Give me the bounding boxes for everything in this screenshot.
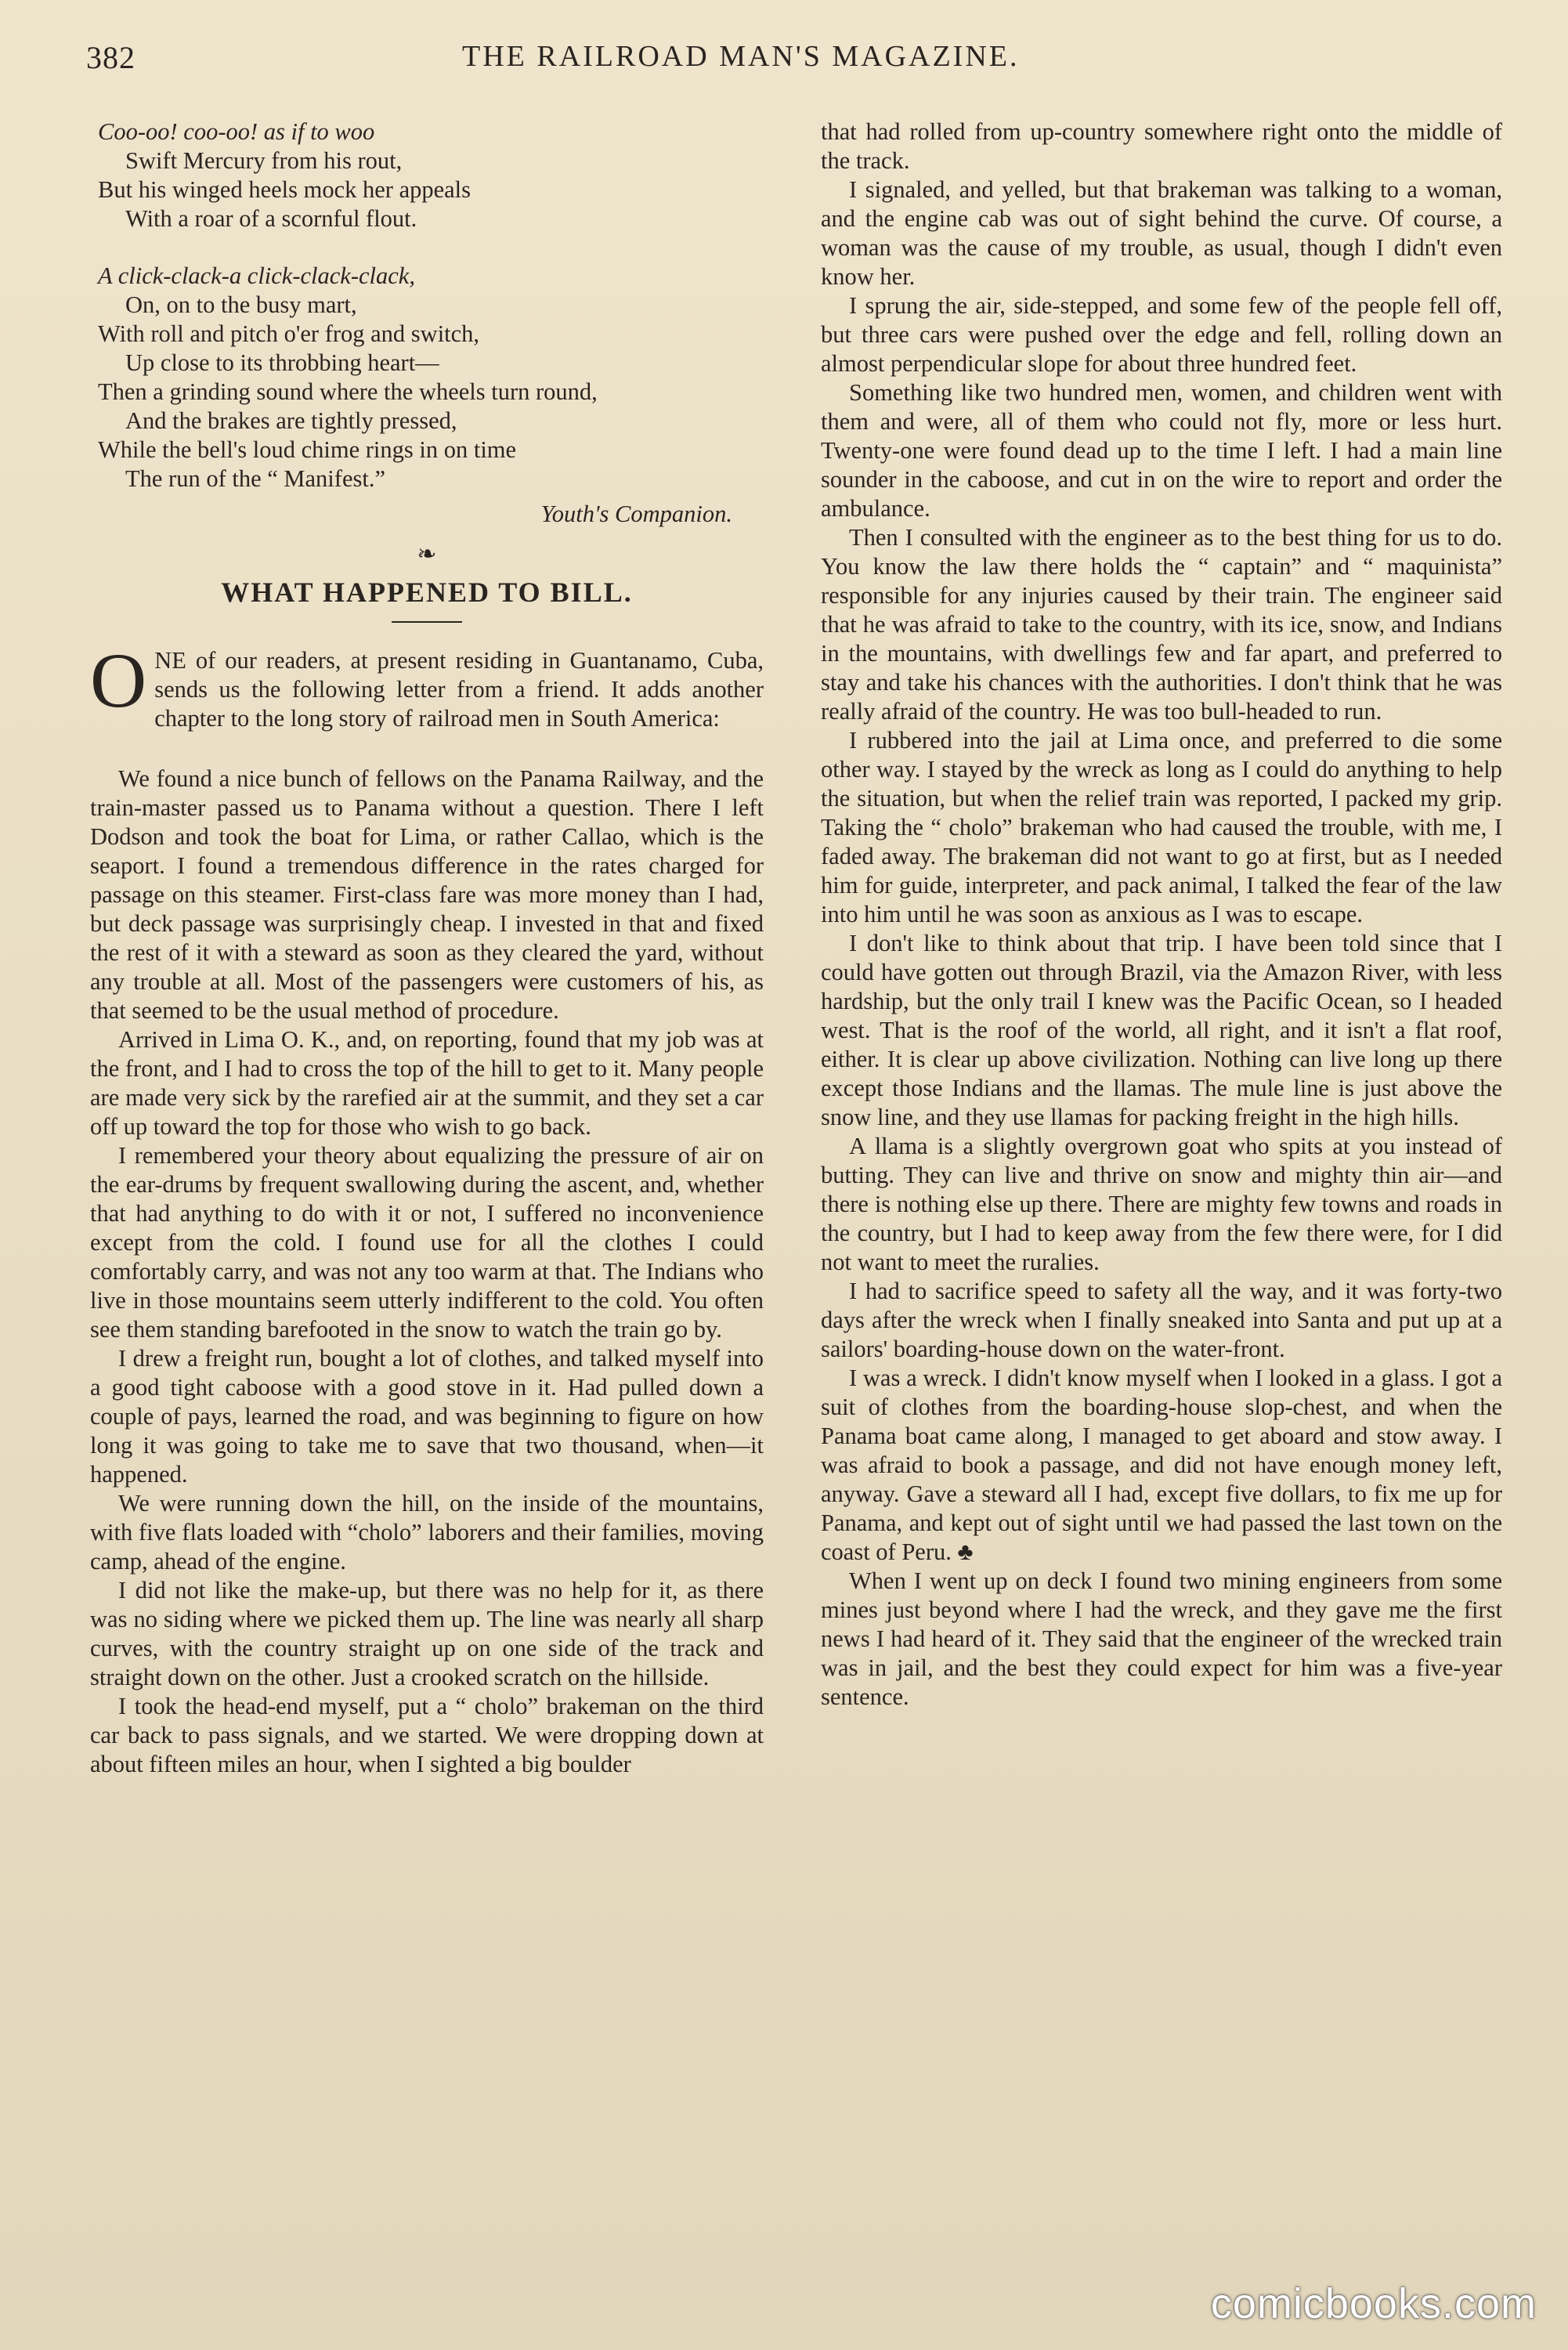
poem-stanza-1 xyxy=(90,118,764,233)
poem-line: Swift Mercury from his rout, xyxy=(125,147,403,174)
article-paragraph: I sprung the air, side-stepped, and some few of the people fell off, but three cars were pushed over the edge and fell, rolling down an almost perpendicular slope for about three hundred feet. xyxy=(821,292,1502,377)
poem-line: Up close to its throbbing heart— xyxy=(125,349,439,376)
article-paragraph: I drew a freight run, bought a lot of clothes, and talked myself into a good tight caboose with a good stove in it. Had pulled down a couple of pays, learned the road, and was beginning to figure on how long it was going to take me to save that two thousand, when—it happened. xyxy=(90,1345,764,1488)
article-paragraph: that had rolled from up-country somewhere right onto the middle of the track. xyxy=(821,118,1502,174)
article-paragraph: I was a wreck. I didn't know myself when I looked in a glass. I got a suit of clothes from the boarding-house slop-chest, and when the Panama boat came along, I managed to get aboard and stow away. I was afraid to book a passage, and did not have enough money left, anyway. Gave a steward all I had, except five dollars, to fix me up for Panama, and kept out of sight until we had passed the last town on the coast of Peru. ♣ xyxy=(821,1365,1502,1565)
site-watermark: comicbooks.com xyxy=(1210,2280,1537,2327)
article-paragraph: I remembered your theory about equalizing the pressure of air on the ear-drums by frequent swallowing during the ascent, and, whether that had anything to do with it or not, I suffered no inconvenience except from the cold. I found use for all the clothes I could comfortably carry, and was not any too warm at that. The Indians who live in those mountains seem utterly indifferent to the cold. You often see them standing barefooted in the snow to watch the train go by. xyxy=(90,1142,764,1343)
article-paragraph: A llama is a slightly overgrown goat who spits at you instead of butting. They can live and thrive on snow and mighty thin air—and there is nothing else up there. There are mighty few towns and roads in the country, but I had to keep away from the few there were, for I did not want to meet the ruralies. xyxy=(821,1133,1502,1275)
intro-text: NE of our readers, at present residing in Guantanamo, Cuba, sends us the following letter from a friend. It adds another chapter to the long story of railroad men in South America: xyxy=(154,647,764,732)
article-paragraph: We found a nice bunch of fellows on the Panama Railway, and the train-master passed us to Panama without a question. There I left Dodson and took the boat for Lima, or rather Callao, which is the seaport. I found a tremendous difference in the rates charged for passage on this steamer. First-class fare was more money than I had, but deck passage was surprisingly cheap. I invested in that and fixed the rest of it with a steward as soon as they cleared the yard, without any trouble at all. Most of the passengers were customers of his, as that seemed to be the usual method of procedure. xyxy=(90,765,764,1024)
title-rule xyxy=(392,621,462,623)
article-paragraph: Then I consulted with the engineer as to the best thing for us to do. You know the law there holds the “ captain” and “ maquinista” responsible for any injuries caused by their train. The engineer said that he was afraid to take to the country, with its ice, snow, and Indians in the mountains, with dwellings few and far apart, and preferred to stay and take his chances with the authorities. I don't think that he was really afraid of the country. He was too bull-headed to run. xyxy=(821,524,1502,725)
article-paragraph: Arrived in Lima O. K., and, on reporting, found that my job was at the front, and I had to cross the top of the hill to get to it. Many people are made very sick by the rarefied air at the summit, and they set a car off up toward the top for those who wish to go back. xyxy=(90,1026,764,1140)
page-number: 382 xyxy=(86,40,135,75)
article-paragraph: I don't like to think about that trip. I have been told since that I could have gotten out through Brazil, via the Amazon River, with less hardship, but the only trail I knew was the Pacific Ocean, so I headed west. That is the roof of the world, all right, and it isn't a flat roof, either. It is clear up above civilization. Nothing can live long up there except those Indians and the llamas. The mule line is just above the snow line, and they use llamas for packing freight in the high hills. xyxy=(821,930,1502,1130)
poem-line: With roll and pitch o'er frog and switch, xyxy=(98,320,480,347)
poem-line: Coo-oo! coo-oo! as if to woo xyxy=(98,118,375,145)
article-title: WHAT HAPPENED TO BILL. xyxy=(221,577,633,608)
poem-line: And the brakes are tightly pressed, xyxy=(125,407,457,434)
article-paragraph: I took the head-end myself, put a “ cholo” brakeman on the third car back to pass signals, and we started. We were dropping down at about fifteen miles an hour, when I sighted a big boulder xyxy=(90,1693,764,1777)
article-paragraph: I did not like the make-up, but there was no help for it, as there was no siding where we picked them up. The line was nearly all sharp curves, with the country straight up on one side of the track and straight down on the other. Just a crooked scratch on the hillside. xyxy=(90,1577,764,1690)
left-column xyxy=(90,118,764,1779)
poem-line: The run of the “ Manifest.” xyxy=(125,465,385,492)
poem-attribution: Youth's Companion. xyxy=(540,501,732,527)
article-intro xyxy=(90,637,764,733)
article-paragraph: I signaled, and yelled, but that brakeman was talking to a woman, and the engine cab was out of sight behind the curve. Of course, a woman was the cause of my trouble, as usual, though I didn't even know her. xyxy=(821,176,1502,290)
page-header xyxy=(86,31,1505,86)
right-column xyxy=(821,118,1502,1712)
article-paragraph: When I went up on deck I found two mining engineers from some mines just beyond where I had the wreck, and they gave me the first news I had heard of it. They said that the engineer of the wrecked train was in jail, and the best they could expect for him was a five-year sentence. xyxy=(821,1567,1502,1710)
magazine-title: THE RAILROAD MAN'S MAGAZINE. xyxy=(462,40,1020,73)
poem xyxy=(90,118,764,529)
poem-line: On, on to the busy mart, xyxy=(125,291,357,318)
article-paragraph: We were running down the hill, on the inside of the mountains, with five flats loaded with “cholo” laborers and their families, moving camp, ahead of the engine. xyxy=(90,1490,764,1574)
drop-cap: O xyxy=(90,637,147,724)
poem-line: A click-clack-a click-clack-clack, xyxy=(98,262,415,289)
ornament-icon: ❧ xyxy=(417,541,437,567)
article-paragraph: Something like two hundred men, women, and children went with them and were, all of them who could not fly, more or less hurt. Twenty-one were found dead up to the time I left. I had a main line sounder in the caboose, and cut in on the wire to report and order the ambulance. xyxy=(821,379,1502,522)
poem-line: With a roar of a scornful flout. xyxy=(125,205,417,232)
article-paragraph: I had to sacrifice speed to safety all the way, and it was forty-two days after the wreck when I finally sneaked into Santa and put up at a sailors' boarding-house down on the water-front. xyxy=(821,1278,1502,1362)
poem-stanza-2 xyxy=(90,262,764,494)
poem-line: While the bell's loud chime rings in on time xyxy=(98,436,517,463)
article-paragraph: I rubbered into the jail at Lima once, and preferred to die some other way. I stayed by the wreck as long as I could do anything to help the situation, but when the relief train was reported, I packed my grip. Taking the “ cholo” brakeman who had caused the trouble, with me, I faded away. The brakeman did not want to go at first, but as I needed him for guide, interpreter, and pack animal, I talked the fear of the law into him until he was soon as anxious as I was to escape. xyxy=(821,727,1502,927)
poem-line: But his winged heels mock her appeals xyxy=(98,176,471,203)
poem-line: Then a grinding sound where the wheels turn round, xyxy=(98,378,598,405)
